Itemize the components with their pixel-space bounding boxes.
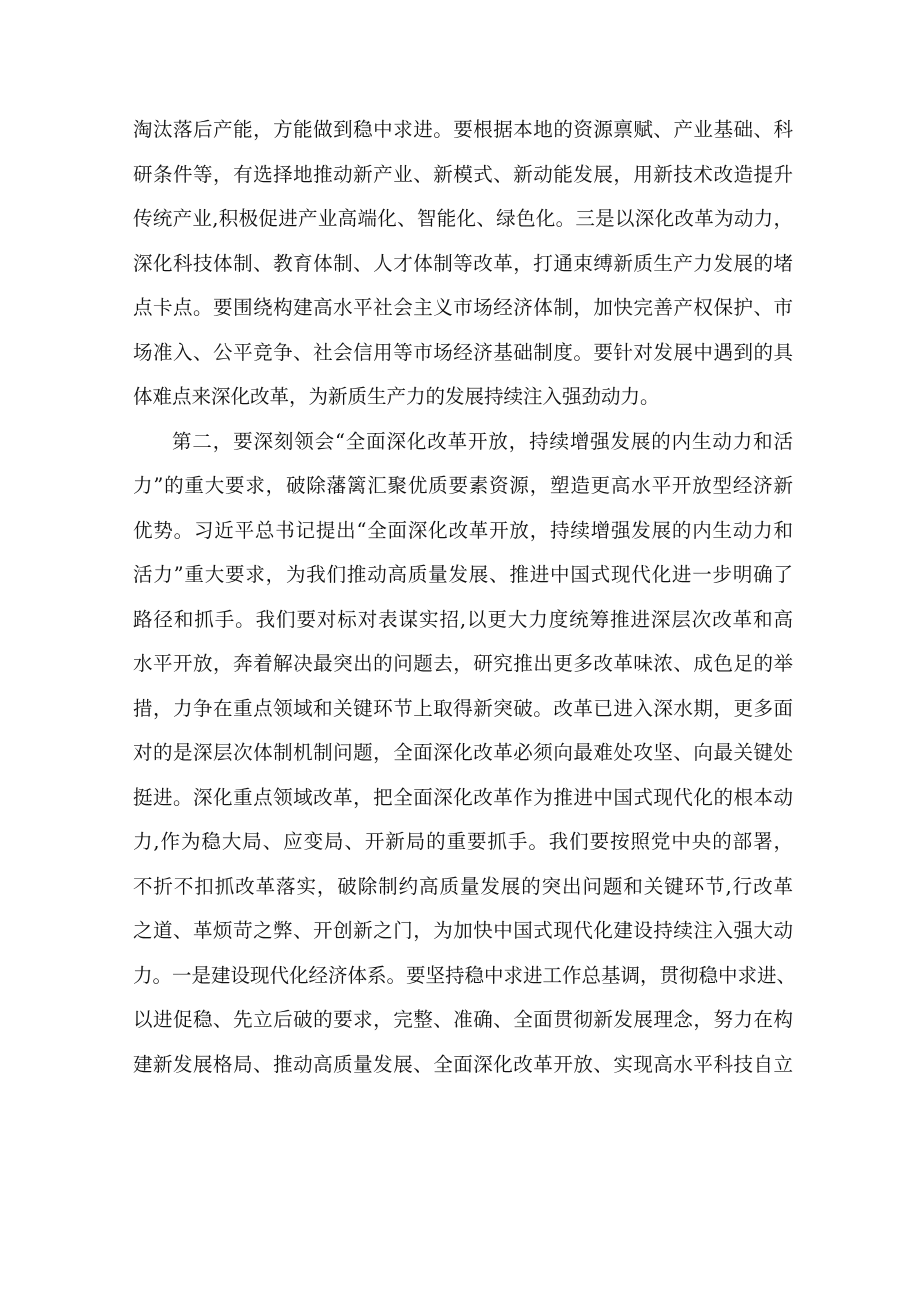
text-line: 场准入、公平竞争、社会信用等市场经济基础制度。要针对发展中遇到的具: [133, 340, 793, 364]
paragraph-1: [133, 108, 793, 420]
text-line: 力。一是建设现代化经济体系。要坚持稳中求进工作总基调，贯彻稳中求进、: [133, 963, 797, 987]
text-line: 点卡点。要围绕构建高水平社会主义市场经济体制，加快完善产权保护、市: [133, 296, 793, 319]
text-line: 建新发展格局、推动高质量发展、全面深化改革开放、实现高水平科技自立: [133, 1052, 793, 1076]
text-line: 淘汰落后产能，方能做到稳中求进。要根据本地的资源禀赋、产业基础、科: [133, 118, 793, 141]
text-line: 水平开放，奔着解决最突出的问题去，研究推出更多改革味浓、成色足的举: [133, 652, 793, 675]
text-line: 对的是深层次体制机制问题，全面深化改革必须向最难处攻坚、向最关键处: [133, 741, 793, 764]
text-line: 力,作为稳大局、应变局、开新局的重要抓手。我们要按照党中央的部署，: [133, 830, 793, 853]
text-line: 体难点来深化改革，为新质生产力的发展持续注入强劲动力。: [133, 385, 660, 408]
text-line: 第二，要深刻领会“全面深化改革开放，持续增强发展的内生动力和活: [172, 429, 793, 453]
text-line: 力”的重大要求，破除藩篱汇聚优质要素资源，塑造更高水平开放型经济新: [133, 474, 793, 497]
text-line: 不折不扣抓改革落实，破除制约高质量发展的突出问题和关键环节,行改革: [133, 874, 793, 898]
document-body: [133, 108, 797, 1087]
text-line: 措，力争在重点领域和关键环节上取得新突破。改革已进入深水期，更多面: [133, 696, 793, 720]
text-line: 路径和抓手。我们要对标对表谋实招,以更大力度统筹推进深层次改革和高: [133, 607, 793, 631]
text-line: 之道、革烦苛之弊、开创新之门，为加快中国式现代化建设持续注入强大动: [133, 919, 793, 942]
text-line: 挺进。深化重点领域改革，把全面深化改革作为推进中国式现代化的根本动: [133, 785, 793, 809]
text-line: 研条件等，有选择地推动新产业、新模式、新动能发展，用新技术改造提升: [133, 162, 793, 186]
text-line: 传统产业,积极促进产业高端化、智能化、绿色化。三是以深化改革为动力，: [133, 207, 793, 230]
text-line: 以进促稳、先立后破的要求，完整、准确、全面贯彻新发展理念，努力在构: [133, 1008, 793, 1031]
text-line: 深化科技体制、教育体制、人才体制等改革，打通束缚新质生产力发展的堵: [133, 251, 793, 275]
text-line: 优势。习近平总书记提出“全面深化改革开放，持续增强发展的内生动力和: [133, 518, 793, 542]
paragraph-2: [133, 420, 797, 1088]
text-line: 活力”重大要求，为我们推动高质量发展、推进中国式现代化进一步明确了: [133, 563, 793, 586]
